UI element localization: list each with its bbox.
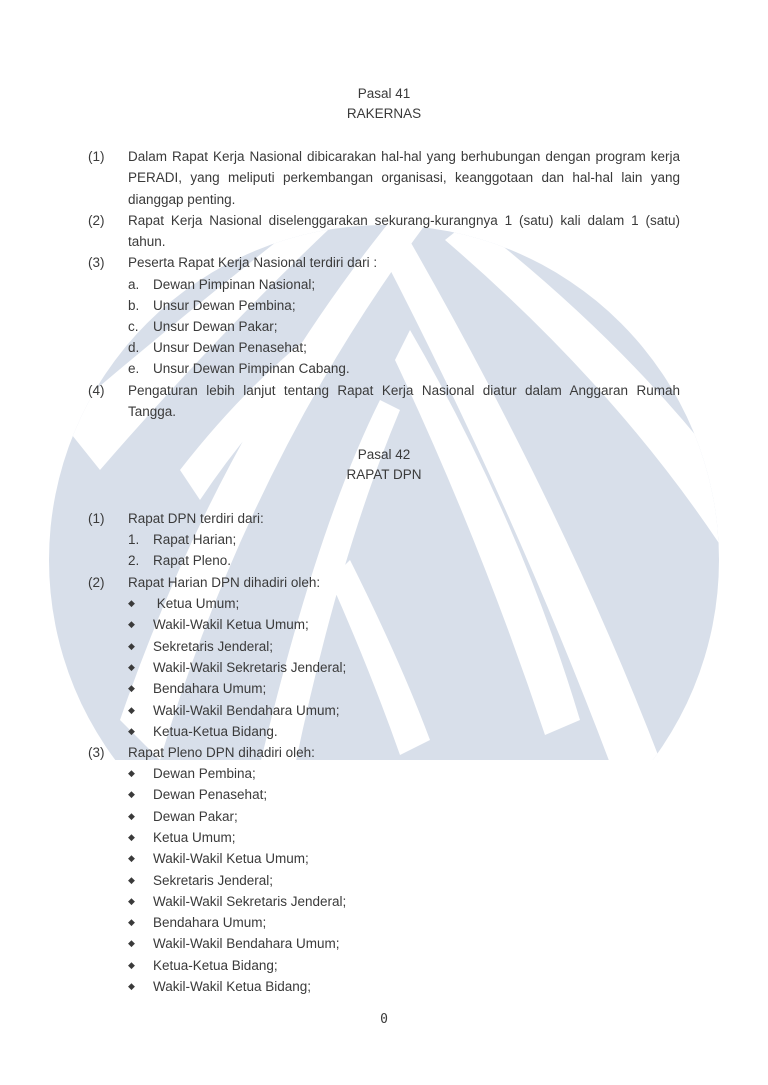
bullet-icon: ◆ [128,704,135,715]
list-text: Wakil-Wakil Bendahara Umum; [153,936,340,952]
pasal-42-paragraph-2 [88,572,680,593]
bullet-icon: ◆ [128,938,135,949]
attendee-item [128,976,311,997]
paragraph-number: (2) [88,575,105,590]
pasal-41-paragraph-2 [88,210,680,253]
bullet-icon: ◆ [128,874,135,885]
paragraph-text: Rapat DPN terdiri dari: [128,511,264,526]
page-number: 0 [380,1012,388,1027]
paragraph-text: Rapat Harian DPN dihadiri oleh: [128,575,321,590]
bullet-icon: ◆ [128,661,135,672]
attendee-item [128,806,238,827]
bullet-icon: ◆ [128,725,135,736]
list-text: Dewan Pakar; [153,808,238,824]
bullet-icon: ◆ [128,853,135,864]
participant-item [128,274,315,295]
list-marker: e. [128,361,140,376]
list-text: Bendahara Umum; [153,915,267,931]
bullet-icon: ◆ [128,683,135,694]
pasal-42-paragraph-1 [88,508,680,529]
list-text: Wakil-Wakil Sekretaris Jenderal; [153,893,347,909]
meeting-type-item [128,529,236,550]
attendee-item [128,700,340,721]
bullet-icon: ◆ [128,959,135,970]
bullet-icon: ◆ [128,768,135,778]
pasal-42-number: Pasal 42 [357,447,411,462]
paragraph-number: (4) [88,383,105,398]
pasal-41-title: RAKERNAS [346,106,422,121]
paragraph-text: Rapat Pleno DPN dihadiri oleh: [128,745,315,760]
list-text: Dewan Penasehat; [153,787,268,803]
attendee-item [128,593,239,614]
list-text: Ketua-Ketua Bidang; [153,957,278,973]
list-text: Wakil-Wakil Ketua Umum; [153,617,309,633]
paragraph-number: (2) [88,213,105,228]
paragraph-text: Pengaturan lebih lanjut tentang Rapat Kerja Nasional diatur dalam Anggaran Rumah Tangga. [128,383,680,420]
list-text: Rapat Pleno. [153,553,232,568]
bullet-icon: ◆ [128,810,135,821]
attendee-item [128,891,346,912]
paragraph-number: (3) [88,255,105,270]
list-text: Sekretaris Jenderal; [153,638,274,654]
meeting-type-item [128,550,231,571]
list-text: Dewan Pimpinan Nasional; [153,277,316,292]
attendee-item [128,763,256,784]
list-text: Wakil-Wakil Ketua Bidang; [153,979,312,994]
paragraph-number: (1) [88,149,105,164]
bullet-icon: ◆ [128,895,135,906]
attendee-item [128,636,273,657]
list-marker: 1. [128,532,140,547]
list-text: Rapat Harian; [153,532,237,547]
list-marker: 2. [128,553,140,568]
list-text: Wakil-Wakil Ketua Umum; [153,851,309,867]
participant-item [128,337,307,358]
attendee-item [128,614,309,635]
list-text: Unsur Dewan Pembina; [153,298,296,313]
list-text: Wakil-Wakil Bendahara Umum; [153,702,340,718]
list-text: Ketua Umum; [153,596,240,611]
attendee-item [128,912,266,933]
participant-item [128,358,350,379]
list-marker: c. [128,319,139,334]
attendee-item [128,848,309,869]
pasal-42-paragraph-3 [88,742,680,763]
list-text: Ketua-Ketua Bidang. [153,723,278,739]
bullet-icon: ◆ [128,640,135,651]
bullet-icon: ◆ [128,981,135,991]
pasal-41-number: Pasal 41 [357,86,411,101]
attendee-item [128,955,278,976]
paragraph-text: Rapat Kerja Nasional diselenggarakan sekurang-kurangnya 1 (satu) kali dalam 1 (satu) tahun. [128,213,680,250]
list-text: Unsur Dewan Pakar; [153,319,278,334]
paragraph-number: (1) [88,511,105,526]
list-text: Sekretaris Jenderal; [153,872,274,888]
list-text: Unsur Dewan Pimpinan Cabang. [153,361,350,376]
attendee-item [128,657,346,678]
attendee-item [128,827,236,848]
bullet-icon: ◆ [128,619,135,630]
attendee-item [128,784,267,805]
attendee-item [128,933,340,954]
bullet-icon: ◆ [128,917,135,928]
bullet-icon: ◆ [128,789,135,800]
bullet-icon: ◆ [128,831,135,842]
attendee-item [128,721,278,742]
paragraph-number: (3) [88,745,105,760]
participant-item [128,316,278,337]
paragraph-text: Peserta Rapat Kerja Nasional terdiri dari : [128,255,378,270]
list-marker: b. [128,298,140,313]
list-text: Unsur Dewan Penasehat; [153,340,307,355]
bullet-icon: ◆ [128,598,135,608]
list-marker: a. [128,277,140,292]
attendee-item [128,870,273,891]
pasal-42-title: RAPAT DPN [346,467,422,482]
paragraph-text: Dalam Rapat Kerja Nasional dibicarakan hal-hal yang berhubungan dengan program kerja PERADI, yang meliputi perkembangan organisasi, keanggotaan dan hal-hal lain yang dianggap penting. [128,149,680,207]
list-text: Dewan Pembina; [153,766,256,781]
pasal-41-paragraph-3 [88,252,680,273]
pasal-41-paragraph-1 [88,146,680,210]
pasal-41-paragraph-4 [88,380,680,423]
list-text: Ketua Umum; [153,829,236,845]
list-text: Wakil-Wakil Sekretaris Jenderal; [153,659,347,675]
attendee-item [128,678,266,699]
participant-item [128,295,296,316]
list-text: Bendahara Umum; [153,681,267,697]
list-marker: d. [128,340,140,355]
